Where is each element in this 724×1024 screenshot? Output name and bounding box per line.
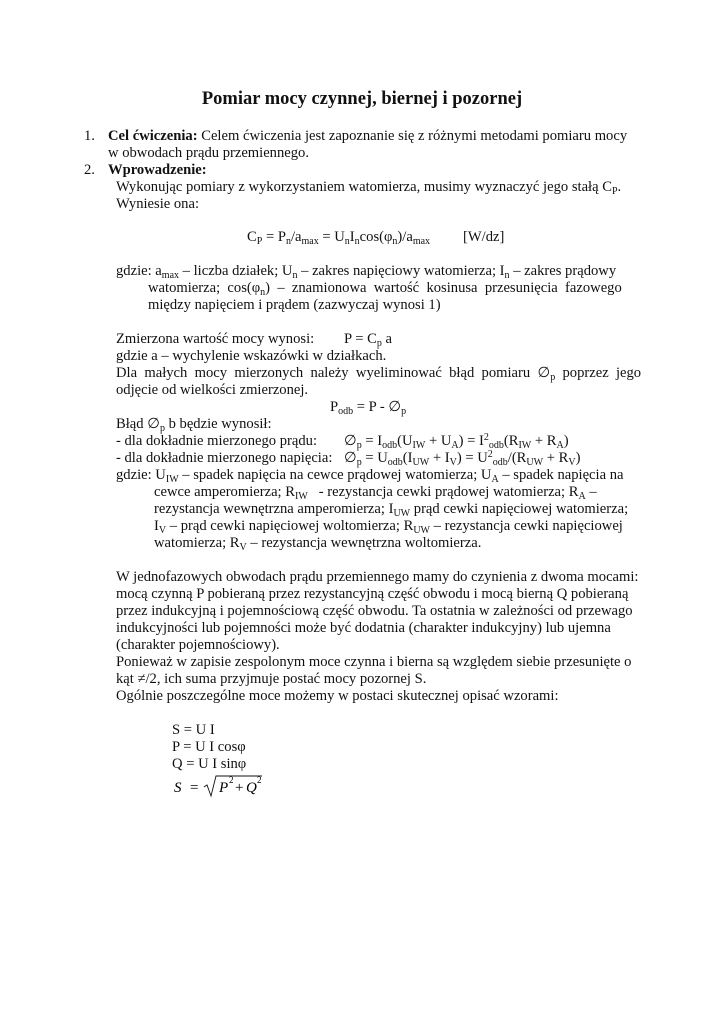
cp-formula: $C_P = P_n/a_{max} = U_nI_n\cos(\varphi_n)/a_{max}$ bbox=[247, 229, 431, 247]
svg-text:S: S bbox=[174, 780, 182, 796]
measured-power-formula: $P = C_p$ a bbox=[344, 331, 392, 349]
para-line-3: przez indukcyjną i pojemnościową część obwodu. Ta ostatnia w zależności od przewago bbox=[116, 603, 633, 619]
gdzie-2-line-5: watomierza; $R_V$ – rezystancja wewnętrzna woltomierza. bbox=[154, 535, 482, 553]
current-case-formula: $\emptyset_p = I_{odb}(U_{IW} + U_A) = I^2_{odb}(R_{IW} + R_A)$ bbox=[344, 432, 569, 451]
section-1-label: Cel ćwiczenia: bbox=[108, 128, 198, 144]
section-2-number: 2. bbox=[84, 162, 95, 178]
podb-formula: $P_{odb} = P$ - $\emptyset_p$ bbox=[330, 399, 407, 417]
section-1-number: 1. bbox=[84, 128, 95, 144]
cp-unit: [W/dz] bbox=[463, 229, 505, 245]
cp-subscript: P bbox=[611, 186, 618, 197]
small-power-line-1: Dla małych mocy mierzonych należy wyeliminować błąd pomiaru $\emptyset_p$ poprzez jego bbox=[116, 365, 642, 383]
svg-text:=: = bbox=[190, 780, 199, 796]
intro-line-1-text: Wykonując pomiary z wykorzystaniem watomierza, musimy wyznaczyć jego stałą C bbox=[116, 179, 612, 195]
error-line: Błąd $\emptyset_p$ b będzie wynosił: bbox=[116, 416, 272, 434]
formula-q: Q = U I sinφ bbox=[172, 756, 247, 772]
gdzie-2-line-2: cewce amperomierza; $R_{IW}$ - rezystancja cewki prądowej watomierza; $R_A$ – bbox=[154, 484, 597, 502]
formula-p: P = U I cosφ bbox=[172, 739, 246, 755]
gdzie-2-line-1: gdzie: $U_{IW}$ – spadek napięcia na cewce prądowej watomierza; $U_A$ – spadek napięcia na bbox=[116, 467, 624, 485]
section-2-label: Wprowadzenie: bbox=[108, 162, 207, 178]
intro-line-2: Wyniesie ona: bbox=[116, 196, 200, 212]
deflection-note: gdzie a – wychylenie wskazówki w działkach. bbox=[116, 348, 387, 364]
measured-power-label: Zmierzona wartość mocy wynosi: bbox=[116, 331, 315, 347]
section-1-text: Celem ćwiczenia jest zapoznanie się z różnymi metodami pomiaru mocy bbox=[201, 128, 628, 144]
page-title: Pomiar mocy czynnej, biernej i pozornej bbox=[201, 89, 523, 109]
svg-text:2: 2 bbox=[257, 775, 262, 785]
current-case-label: - dla dokładnie mierzonego prądu: bbox=[116, 433, 317, 449]
para-line-2: mocą czynną P pobieraną przez rezystancyjną część obwodu i mocą bierną Q pobieraną bbox=[116, 586, 629, 602]
para-line-5: (charakter pojemnościowy). bbox=[116, 637, 280, 653]
voltage-case-label: - dla dokładnie mierzonego napięcia: bbox=[116, 450, 333, 466]
svg-text:Q: Q bbox=[246, 780, 257, 796]
gdzie-1-line-3: między napięciem i prądem (zazwyczaj wynosi 1) bbox=[148, 297, 441, 313]
svg-text:2: 2 bbox=[229, 775, 234, 785]
para-line-4: indukcyjności lub pojemności może być dodatnia (charakter indukcyjny) lub ujemna bbox=[116, 620, 611, 636]
voltage-case-formula: $\emptyset_p = U_{odb}(I_{UW} + I_V) = U^2_{odb}/(R_{UW} + R_V)$ bbox=[344, 449, 581, 468]
formula-s-sqrt bbox=[170, 772, 280, 800]
gdzie-1-line-1: gdzie: $a_{max}$ – liczba działek; $U_n$ – zakres napięciowy watomierza; $I_n$ – zakres prądowy bbox=[116, 263, 617, 281]
para-line-6: Ponieważ w zapisie zespolonym moce czynna i bierna są względem siebie przesunięte o bbox=[116, 654, 632, 670]
section-1-line-2: w obwodach prądu przemiennego. bbox=[108, 145, 309, 161]
formula-s: S = U I bbox=[172, 722, 215, 738]
para-line-8: Ogólnie poszczególne moce możemy w postaci skutecznej opisać wzorami: bbox=[116, 688, 559, 704]
small-power-line-2: odjęcie od wielkości zmierzonej. bbox=[116, 382, 309, 398]
svg-text:+: + bbox=[235, 780, 244, 796]
section-1-line-1 bbox=[108, 128, 627, 145]
svg-text:P: P bbox=[219, 780, 229, 796]
intro-line-1-end: . bbox=[617, 179, 622, 195]
para-line-1: W jednofazowych obwodach prądu przemiennego mamy do czynienia z dwoma mocami: bbox=[116, 569, 639, 585]
intro-line-1 bbox=[116, 179, 621, 196]
gdzie-2-line-4: $I_V$ – prąd cewki napięciowej woltomierza; $R_{UW}$ – rezystancja cewki napięciowej bbox=[154, 518, 623, 536]
para-line-7: kąt ≠/2, ich suma przyjmuje postać mocy pozornej S. bbox=[116, 671, 427, 687]
gdzie-2-line-3: rezystancja wewnętrzna amperomierza; $I_{UW}$ prąd cewki napięciowej watomierza; bbox=[154, 501, 629, 519]
gdzie-1-line-2: watomierza; $\cos(\varphi_n)$ – znamionowa wartość kosinusa przesunięcia fazowego bbox=[148, 280, 622, 298]
